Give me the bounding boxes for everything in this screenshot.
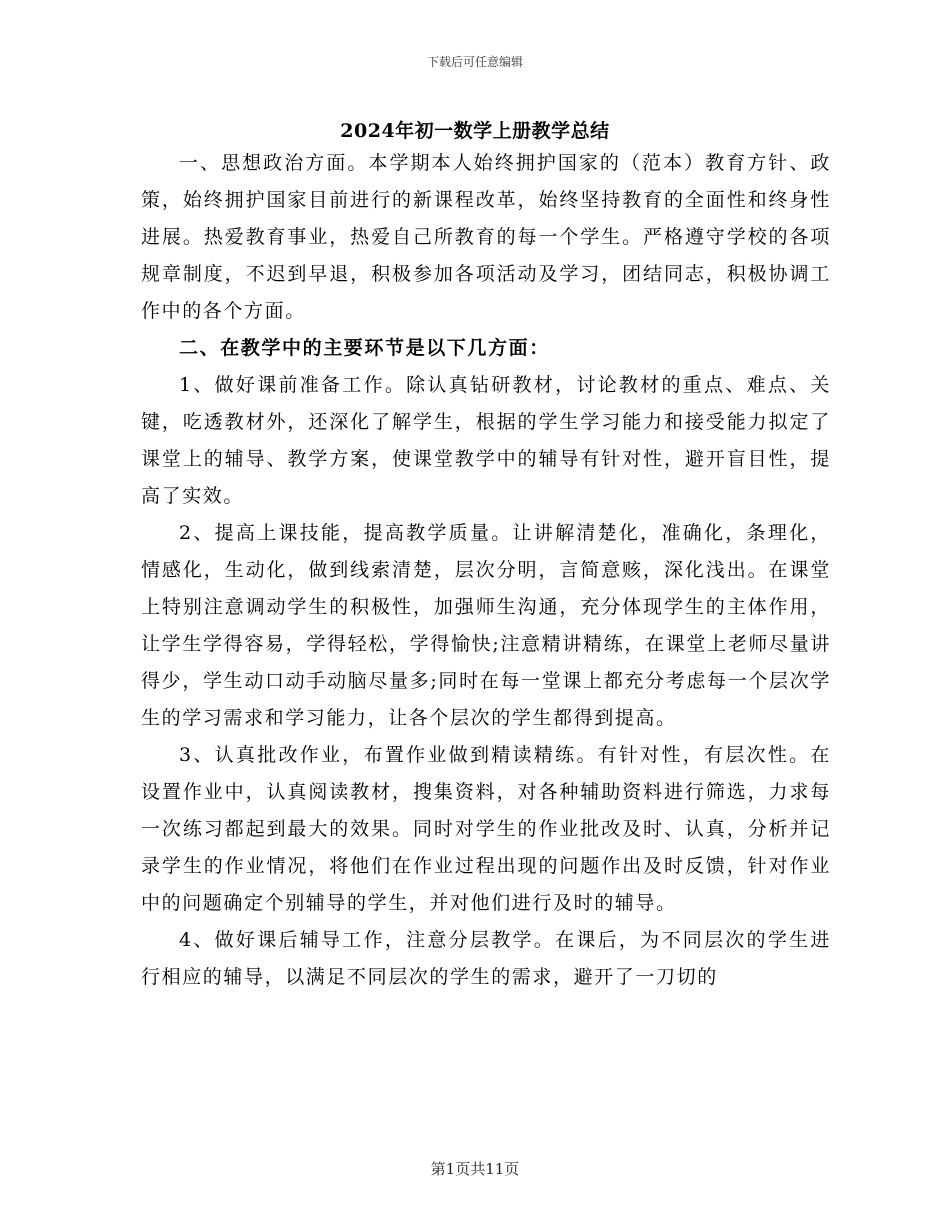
paragraph-class-skills: 2、提高上课技能，提高教学质量。让讲解清楚化，准确化，条理化，情感化，生动化，做到线索清楚，层次分明，言简意赅，深化浅出。在课堂上特别注意调动学生的积极性，加强师生沟通，充分体现学生的主体作用，让学生学得容易，学得轻松，学得愉快;注意精讲精练，在课堂上老师尽量讲得少，学生动口动手动脑尽量多;同时在每一堂课上都充分考虑每一个层次学生的学习需求和学习能力，让各个层次的学生都得到提高。 bbox=[141, 522, 831, 729]
section-heading-teaching: 二、在教学中的主要环节是以下几方面： bbox=[179, 337, 550, 359]
paragraph-preparation: 1、做好课前准备工作。除认真钻研教材，讨论教材的重点、难点、关键，吃透教材外，还深化了解学生，根据的学生学习能力和接受能力拟定了课堂上的辅导、教学方案，使课堂教学中的辅导有针对性，避开盲目性，提高了实效。 bbox=[141, 374, 831, 507]
page-number: 第1页共11页 bbox=[430, 1160, 520, 1178]
document-title: 2024年初一数学上册教学总结 bbox=[340, 120, 610, 142]
page-header-note: 下载后可任意编辑 bbox=[426, 55, 523, 69]
document-body bbox=[141, 145, 831, 996]
paragraph-tutoring: 4、做好课后辅导工作，注意分层教学。在课后，为不同层次的学生进行相应的辅导，以满足不同层次的学生的需求，避开了一刀切的 bbox=[141, 929, 831, 988]
paragraph-political: 一、思想政治方面。本学期本人始终拥护国家的（范本）教育方针、政策，始终拥护国家目前进行的新课程改革，始终坚持教育的全面性和终身性进展。热爱教育事业，热爱自己所教育的每一个学生。严格遵守学校的各项规章制度，不迟到早退，积极参加各项活动及学习，团结同志，积极协调工作中的各个方面。 bbox=[141, 152, 831, 322]
paragraph-homework: 3、认真批改作业，布置作业做到精读精练。有针对性，有层次性。在设置作业中，认真阅读教材，搜集资料，对各种辅助资料进行筛选，力求每一次练习都起到最大的效果。同时对学生的作业批改及时、认真，分析并记录学生的作业情况，将他们在作业过程出现的问题作出及时反馈，针对作业中的问题确定个别辅导的学生，并对他们进行及时的辅导。 bbox=[141, 744, 831, 914]
